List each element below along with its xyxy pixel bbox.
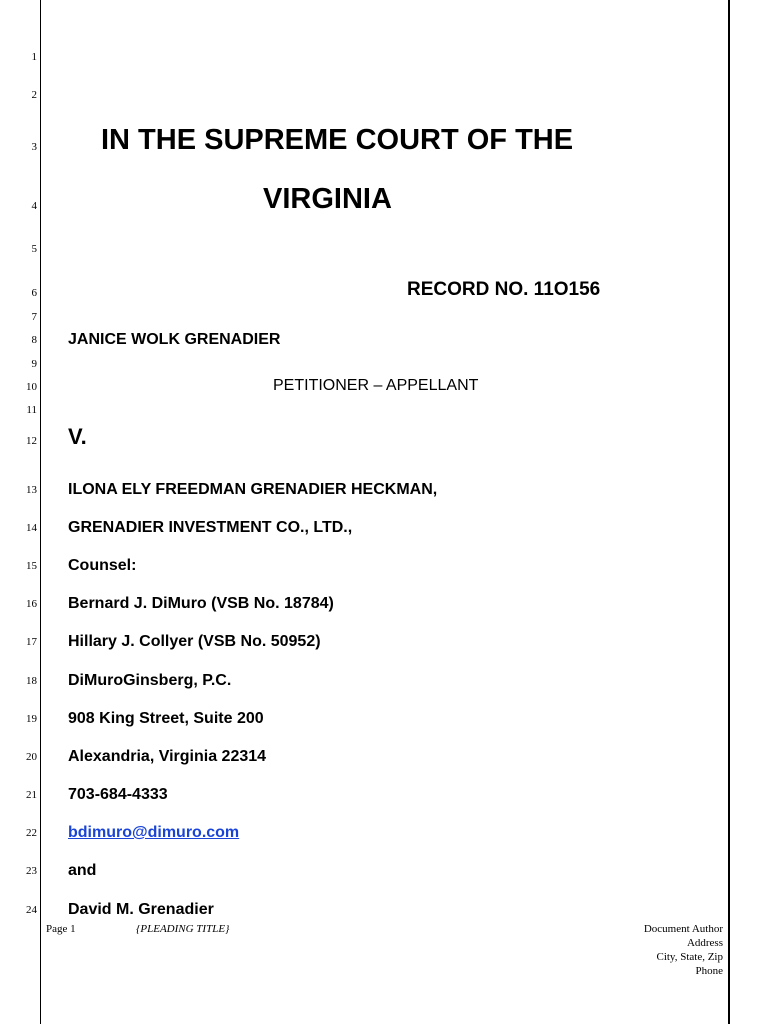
- footer-address: Address: [686, 937, 723, 949]
- court-heading-line1: IN THE SUPREME COURT OF THE: [101, 124, 574, 156]
- line-number: 23: [26, 865, 37, 877]
- line-number: 9: [31, 358, 37, 370]
- footer-author: Document Author: [643, 923, 723, 935]
- line-number: 8: [31, 334, 37, 346]
- line-number: 6: [31, 287, 37, 299]
- footer-phone: Phone: [695, 965, 723, 977]
- line-number: 24: [26, 904, 37, 916]
- line-number: 11: [26, 404, 37, 416]
- line-number: 18: [26, 675, 37, 687]
- petitioner-role: PETITIONER – APPELLANT: [273, 377, 479, 394]
- firm-city: Alexandria, Virginia 22314: [68, 748, 267, 765]
- line-number: 10: [26, 381, 37, 393]
- and-label: and: [68, 862, 97, 879]
- right-margin-rule: [728, 0, 730, 1024]
- line-number: 2: [31, 89, 37, 101]
- line-number: 21: [26, 789, 37, 801]
- footer-city-state-zip: City, State, Zip: [656, 951, 723, 963]
- line-number: 15: [26, 560, 37, 572]
- record-number: RECORD NO. 11O156: [407, 279, 601, 300]
- line-number: 17: [26, 636, 37, 648]
- line-number: 7: [31, 311, 37, 323]
- petitioner-name: JANICE WOLK GRENADIER: [68, 331, 281, 348]
- line-number: 16: [26, 598, 37, 610]
- law-firm: DiMuroGinsberg, P.C.: [68, 672, 232, 689]
- respondent-line2: GRENADIER INVESTMENT CO., LTD.,: [68, 519, 353, 536]
- line-number: 14: [26, 522, 37, 534]
- footer-author-block: [590, 922, 723, 978]
- respondent-line1: ILONA ELY FREEDMAN GRENADIER HECKMAN,: [68, 481, 438, 498]
- line-number: 19: [26, 713, 37, 725]
- line-number: 22: [26, 827, 37, 839]
- firm-street: 908 King Street, Suite 200: [68, 710, 264, 727]
- line-number: 12: [26, 435, 37, 447]
- line-number: 13: [26, 484, 37, 496]
- email-link[interactable]: bdimuro@dimuro.com: [68, 824, 240, 841]
- line-number: 20: [26, 751, 37, 763]
- versus-label: V.: [68, 424, 87, 449]
- line-number: 4: [31, 200, 37, 212]
- other-party: David M. Grenadier: [68, 901, 214, 918]
- footer-page-number: Page 1: [46, 923, 76, 935]
- line-number: 3: [31, 141, 37, 153]
- counsel-label: Counsel:: [68, 557, 137, 574]
- footer-pleading-title: {PLEADING TITLE}: [136, 923, 230, 935]
- attorney-2: Hillary J. Collyer (VSB No. 50952): [68, 633, 321, 650]
- line-number: 1: [31, 51, 37, 63]
- court-heading-line2: VIRGINIA: [263, 183, 392, 215]
- attorney-1: Bernard J. DiMuro (VSB No. 18784): [68, 595, 334, 612]
- left-margin-rule: [40, 0, 41, 1024]
- firm-phone: 703-684-4333: [68, 786, 168, 803]
- line-number: 5: [31, 243, 37, 255]
